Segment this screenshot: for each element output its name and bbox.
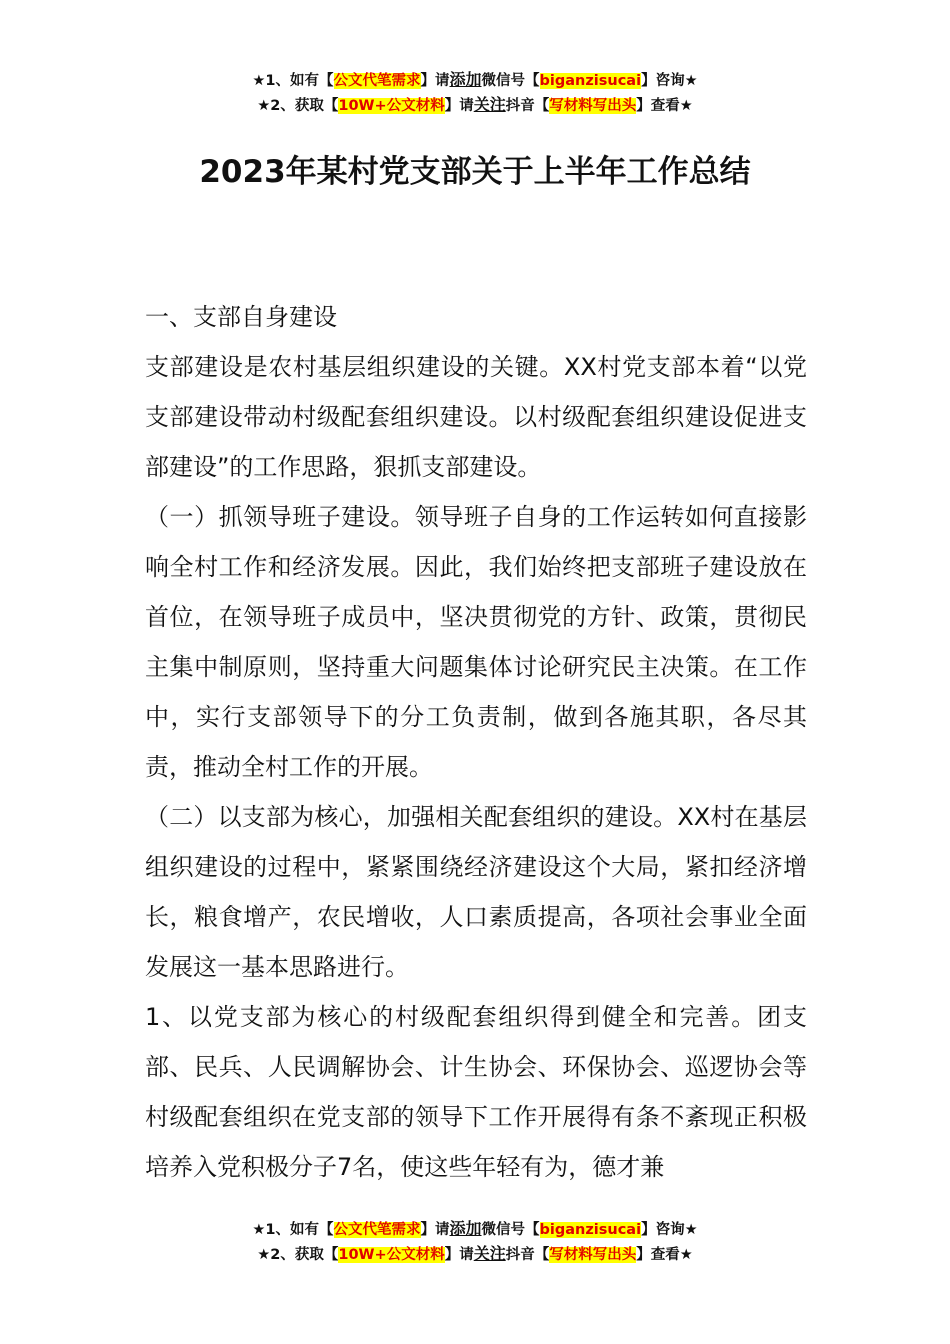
promo-highlight: 公文代笔需求: [333, 73, 421, 89]
promo-highlight: 10W+公文材料: [338, 1247, 445, 1263]
promo-text: 】请: [420, 1222, 450, 1238]
promo-text: ★1、如有【: [252, 73, 334, 89]
paragraph: 支部建设是农村基层组织建设的关键。XX村党支部本着“以党支部建设带动村级配套组织建设。以村级配套组织建设促进支部建设”的工作思路，狠抓支部建设。: [145, 353, 807, 481]
promo-highlight: 公文代笔需求: [333, 1222, 421, 1238]
promo-underline: 关注: [473, 95, 506, 114]
promo-text: 微信号【: [481, 73, 540, 89]
promo-text: ★2、获取【: [257, 98, 339, 114]
promo-text: 】咨询★: [641, 73, 698, 89]
promo-text: 】查看★: [636, 98, 693, 114]
promo-underline: 添加: [449, 70, 482, 89]
promo-text: 抖音【: [505, 98, 550, 114]
promo-text: ★1、如有【: [252, 1222, 334, 1238]
promo-line-2: [0, 93, 950, 118]
paragraph: （二）以支部为核心，加强相关配套组织的建设。XX村在基层组织建设的过程中，紧紧围绕经济建设这个大局，紧扣经济增长，粮食增产，农民增收，人口素质提高，各项社会事业全面发展这一基本思路进行。: [145, 803, 807, 981]
promo-text: 抖音【: [505, 1247, 550, 1263]
promo-text: 】请: [444, 1247, 474, 1263]
promo-underline: 添加: [449, 1219, 482, 1238]
promo-highlight: 写材料写出头: [549, 98, 637, 114]
promo-line-1: [0, 68, 950, 93]
document-body: [145, 292, 807, 1192]
promo-line-2: [0, 1242, 950, 1267]
promo-text: 】请: [444, 98, 474, 114]
promo-highlight: biganzisucai: [539, 1222, 642, 1238]
promo-line-1: [0, 1217, 950, 1242]
promo-text: 微信号【: [481, 1222, 540, 1238]
promo-banner-top: [0, 68, 950, 118]
promo-underline: 关注: [473, 1244, 506, 1263]
promo-text: 】查看★: [636, 1247, 693, 1263]
promo-text: 】咨询★: [641, 1222, 698, 1238]
paragraph: （一）抓领导班子建设。领导班子自身的工作运转如何直接影响全村工作和经济发展。因此，我们始终把支部班子建设放在首位，在领导班子成员中，坚决贯彻党的方针、政策，贯彻民主集中制原则，坚持重大问题集体讨论研究民主决策。在工作中，实行支部领导下的分工负责制，做到各施其职，各尽其责，推动全村工作的开展。: [145, 503, 807, 781]
section-heading: 一、支部自身建设: [145, 303, 337, 331]
promo-text: ★2、获取【: [257, 1247, 339, 1263]
paragraph: 1、以党支部为核心的村级配套组织得到健全和完善。团支部、民兵、人民调解协会、计生协会、环保协会、巡逻协会等村级配套组织在党支部的领导下工作开展得有条不紊现正积极培养入党积极分子7名，使这些年轻有为，德才兼: [145, 1003, 807, 1181]
promo-banner-bottom: [0, 1217, 950, 1267]
promo-highlight: 10W+公文材料: [338, 98, 445, 114]
document-title: 2023年某村党支部关于上半年工作总结: [199, 154, 751, 190]
promo-text: 】请: [420, 73, 450, 89]
promo-highlight: biganzisucai: [539, 73, 642, 89]
promo-highlight: 写材料写出头: [549, 1247, 637, 1263]
